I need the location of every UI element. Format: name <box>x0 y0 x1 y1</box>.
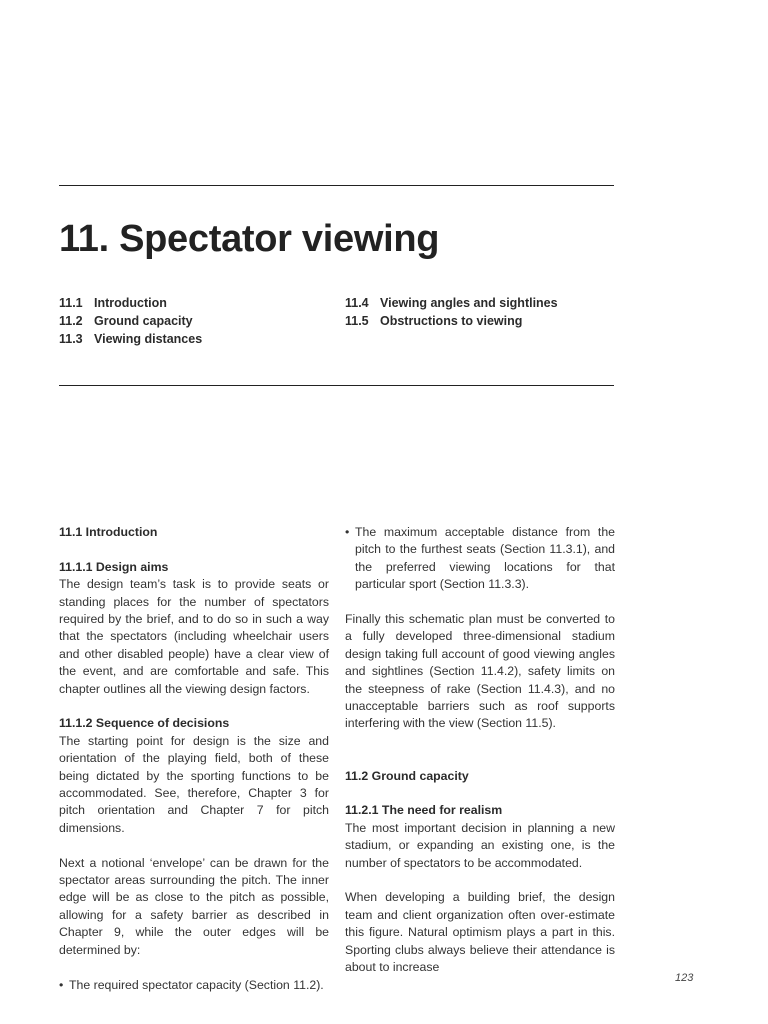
toc-item-obstructions[interactable] <box>345 312 558 330</box>
body-left-column <box>59 524 329 994</box>
toc-right-column <box>345 294 558 330</box>
bullet-item-capacity <box>59 977 329 994</box>
page-number: 123 <box>675 972 694 984</box>
toc-item-label: Introduction <box>94 296 167 310</box>
toc-item-number: 11.5 <box>345 314 369 328</box>
toc-item-number: 11.2 <box>59 314 83 328</box>
toc-item-label: Obstructions to viewing <box>380 314 523 328</box>
chapter-title: 11. Spectator viewing <box>59 218 440 260</box>
bottom-rule <box>59 385 614 386</box>
toc-item-ground-capacity[interactable] <box>59 312 202 330</box>
toc-item-number: 11.4 <box>345 296 369 310</box>
paragraph-design-aims: The design team’s task is to provide seats or standing places for the number of spectators required by the brief, and to do so in such a way that the spectators (including wheelchair users and other disabled people) have a clear view of the event, and are comfortable and safe. This chapter outlines all the viewing design factors. <box>59 577 329 696</box>
toc-item-viewing-distances[interactable] <box>59 330 202 348</box>
section-heading-ground-capacity: 11.2 Ground capacity <box>345 768 469 783</box>
body-right-column <box>345 524 615 976</box>
bullet-icon: • <box>345 525 350 539</box>
section-heading-introduction: 11.1 Introduction <box>59 525 158 539</box>
toc-item-label: Viewing angles and sightlines <box>380 296 558 310</box>
subsection-heading-realism: 11.2.1 The need for realism <box>345 803 503 818</box>
paragraph-sequence: The starting point for design is the size and orientation of the playing field, both of these being dictated by the sporting functions to be accommodated. See, therefore, Chapter 3 for pitch orientation and Chapter 7 for pitch dimensions. <box>59 733 329 835</box>
paragraph-envelope: Next a notional ‘envelope’ can be drawn for the spectator areas surrounding the pitch. The inner edge will be as close to the pitch as possible, allowing for a safety barrier as described in Chapter 9, while the outer edges will be determined by: <box>59 855 329 957</box>
toc-item-label: Ground capacity <box>94 314 193 328</box>
toc-item-introduction[interactable] <box>59 294 202 312</box>
paragraph-finally: Finally this schematic plan must be converted to a fully developed three-dimensional stadium design taking full account of good viewing angles and sightlines (Section 11.4.2), safety limits on the steepness of rake (Section 11.4.3), and no unacceptable barriers such as roof supports interfering with the view (Section 11.5). <box>345 612 615 731</box>
top-rule <box>59 185 614 186</box>
paragraph-brief: When developing a building brief, the design team and client organization often over-estimate this figure. Natural optimism plays a part in this. Sporting clubs always believe their attendance is about to increase <box>345 890 615 975</box>
subsection-heading-design-aims: 11.1.1 Design aims <box>59 559 169 574</box>
toc-item-label: Viewing distances <box>94 332 203 346</box>
bullet-text: The required spectator capacity (Section 11.2). <box>69 977 324 992</box>
toc-item-viewing-angles[interactable] <box>345 294 558 312</box>
toc-item-number: 11.3 <box>59 332 83 346</box>
bullet-icon: • <box>59 977 64 992</box>
subsection-heading-sequence: 11.1.2 Sequence of decisions <box>59 716 230 731</box>
toc-item-number: 11.1 <box>59 296 83 310</box>
bullet-text: The maximum acceptable distance from the pitch to the furthest seats (Section 11.3.1), and the preferred viewing locations for that particular sport (Section 11.3.3). <box>355 525 615 592</box>
paragraph-realism: The most important decision in planning a new stadium, or expanding an existing one, is the number of spectators to be accommodated. <box>345 820 615 870</box>
bullet-item-distance <box>345 524 615 594</box>
toc-left-column <box>59 294 202 348</box>
